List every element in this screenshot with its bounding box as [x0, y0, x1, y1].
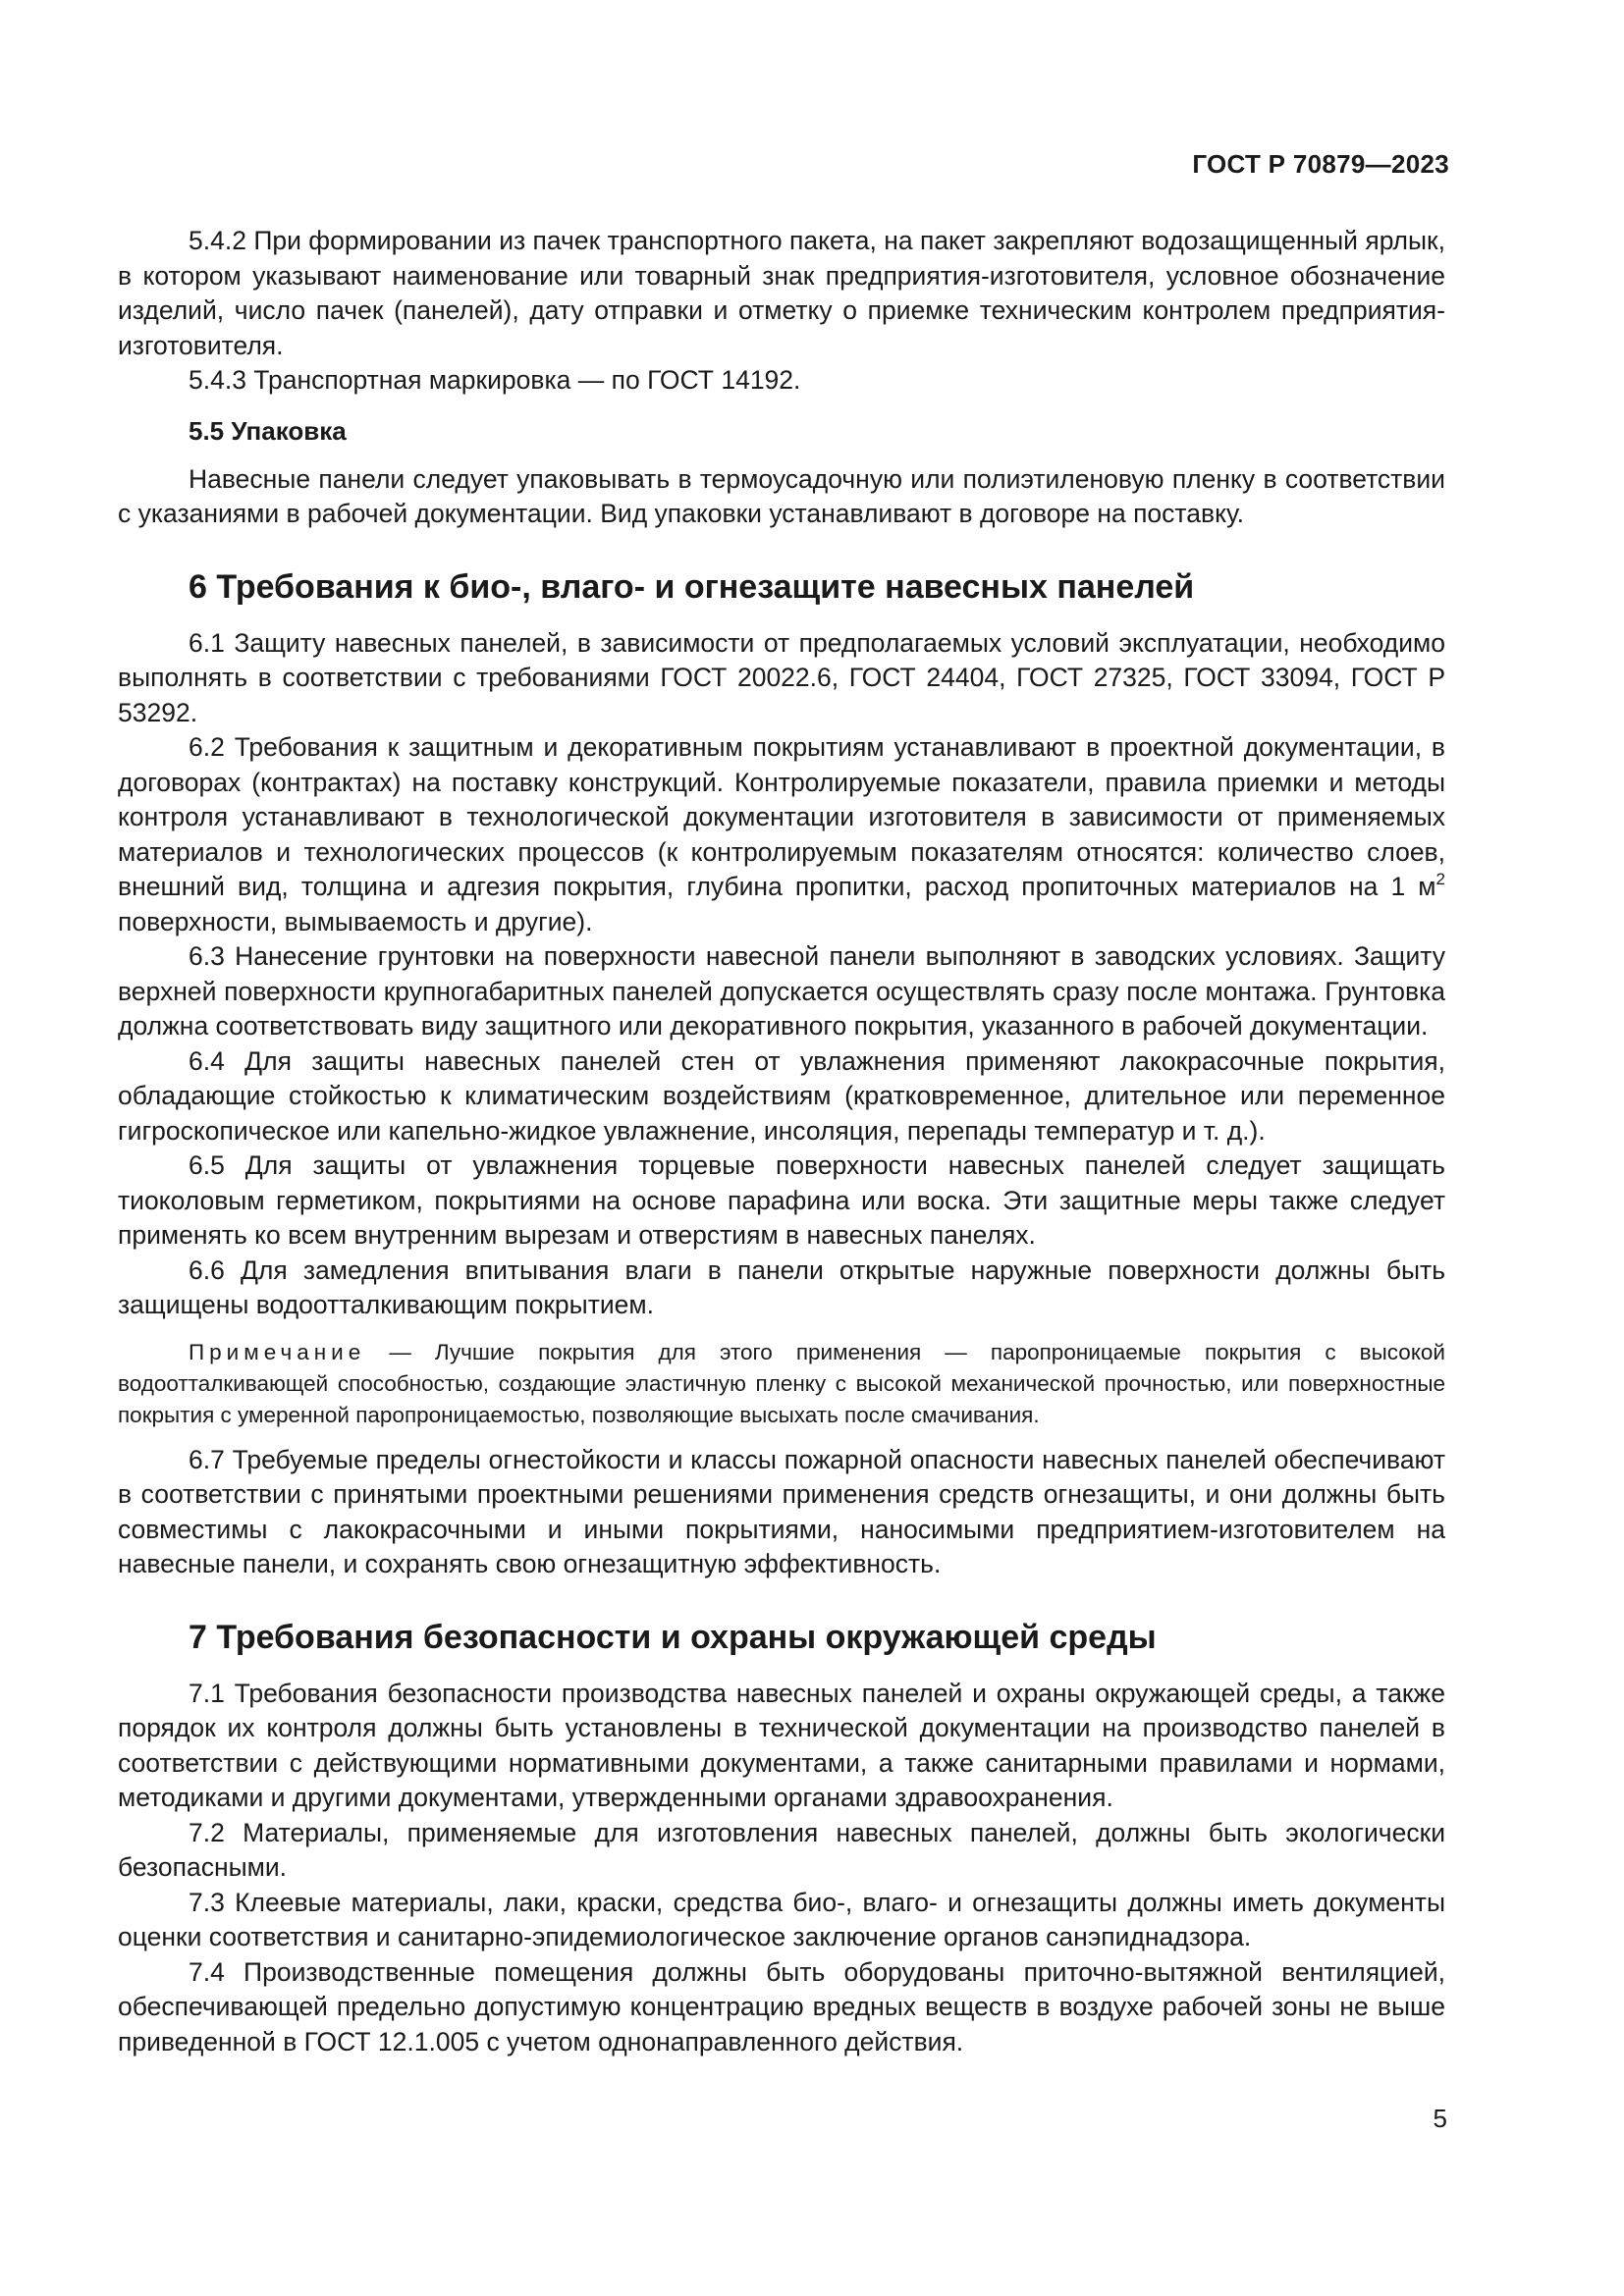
paragraph-7-3: 7.3 Клеевые материалы, лаки, краски, средства био-, влаго- и огнезащиты должны иметь документы оценки соответствия и санитарно-эпидемиологическое заключение органов санэпиднадзора.: [118, 1887, 1445, 1951]
paragraph-6-2-text: 6.2 Требования к защитным и декоративным покрытиям устанавливают в проектной документации, в договорах (контрактах) на поставку конструкций. Контролируемые показатели, правила приемки и методы контроля устанавливают в технологической документации изготовителя в зависимости от применяемых материалов и технологических процессов (к контролируемым показателям относятся: количество слоев, внешний вид, толщина и адгезия покрытия, глубина пропитки, расход пропиточных материалов на 1 м: [118, 732, 1445, 901]
note-block: [118, 1337, 1445, 1431]
paragraph-7-4: 7.4 Производственные помещения должны быть оборудованы приточно-вытяжной вентиляцией, обеспечивающей предельно допустимую концентрацию вредных веществ в воздухе рабочей зоны не выше приведенной в ГОСТ 12.1.005 с учетом однонаправленного действия.: [118, 1956, 1445, 2056]
paragraph-6-1: 6.1 Защиту навесных панелей, в зависимости от предполагаемых условий эксплуатации, необходимо выполнять в соответствии с требованиями ГОСТ 20022.6, ГОСТ 24404, ГОСТ 27325, ГОСТ 33094, ГОСТ Р 53292.: [118, 627, 1445, 727]
paragraph-6-7: 6.7 Требуемые пределы огнестойкости и классы пожарной опасности навесных панелей обеспечивают в соответствии с принятыми проектными решениями применения средств огнезащиты, и они должны быть совместимы с лакокрасочными и иными покрытиями, наносимыми предприятием-изготовителем на навесные панели, и сохранять свою огнезащитную эффективность.: [118, 1444, 1445, 1578]
section-heading-7: 7 Требования безопасности и охраны окружающей среды: [189, 1618, 1157, 1656]
page-content: [118, 224, 1445, 2059]
paragraph-5-4-3: 5.4.3 Транспортная маркировка — по ГОСТ 14192.: [189, 365, 801, 395]
note-label: Примечание: [189, 1339, 366, 1364]
note-text: — Лучшие покрытия для этого применения — паропроницаемые покрытия с высокой водоотталкивающей способностью, создающие эластичную пленку с высокой механической прочностью, или поверхностные покрытия с умеренной паропроницаемостью, позволяющие высыхать после смачивания.: [118, 1339, 1445, 1427]
paragraph-6-5: 6.5 Для защиты от увлажнения торцевые поверхности навесных панелей следует защищать тиоколовым герметиком, покрытиями на основе парафина или воска. Эти защитные меры также следует применять ко всем внутренним вырезам и отверстиям в навесных панелях.: [118, 1150, 1445, 1250]
paragraph-6-4: 6.4 Для защиты навесных панелей стен от увлажнения применяют лакокрасочные покрытия, обладающие стойкостью к климатическим воздействиям (кратковременное, длительное или переменное гигроскопическое или капельно-жидкое увлажнение, инсоляция, перепады температур и т. д.).: [118, 1045, 1445, 1146]
paragraph-7-2: 7.2 Материалы, применяемые для изготовления навесных панелей, должны быть экологически безопасными.: [118, 1817, 1445, 1882]
paragraph-6-2: [118, 730, 1445, 939]
paragraph-5-5: Навесные панели следует упаковывать в термоусадочную или полиэтиленовую пленку в соответствии с указаниями в рабочей документации. Вид упаковки устанавливают в договоре на поставку.: [118, 463, 1445, 528]
paragraph-6-3: 6.3 Нанесение грунтовки на поверхности навесной панели выполняют в заводских условиях. Защиту верхней поверхности крупногабаритных панелей допускается осуществлять сразу после монтажа. Грунтовка должна соответствовать виду защитного или декоративного покрытия, указанного в рабочей документации.: [118, 941, 1445, 1041]
paragraph-7-1: 7.1 Требования безопасности производства навесных панелей и охраны окружающей среды, а также порядок их контроля должны быть установлены в технической документации на производство панелей в соответствии с действующими нормативными документами, а также санитарными правилами и нормами, методиками и другими документами, утвержденными органами здравоохранения.: [118, 1678, 1445, 1812]
paragraph-6-6: 6.6 Для замедления впитывания влаги в панели открытые наружные поверхности должны быть защищены водоотталкивающим покрытием.: [118, 1255, 1445, 1319]
paragraph-6-2-tail: поверхности, вымываемость и другие).: [118, 906, 593, 936]
paragraph-5-4-2: 5.4.2 При формировании из пачек транспортного пакета, на пакет закрепляют водозащищенный ярлык, в котором указывают наименование или товарный знак предприятия-изготовителя, условное обозначение изделий, число пачек (панелей), дату отправки и отметку о приемке техническим контролем предприятия-изготовителя.: [118, 226, 1445, 360]
superscript-2: 2: [1435, 870, 1445, 888]
section-heading-6: 6 Требования к био-, влаго- и огнезащите навесных панелей: [189, 567, 1195, 606]
document-code-header: ГОСТ Р 70879—2023: [1192, 149, 1449, 179]
subsection-heading-5-5: 5.5 Упаковка: [189, 415, 347, 446]
page-number: 5: [1433, 2104, 1447, 2133]
